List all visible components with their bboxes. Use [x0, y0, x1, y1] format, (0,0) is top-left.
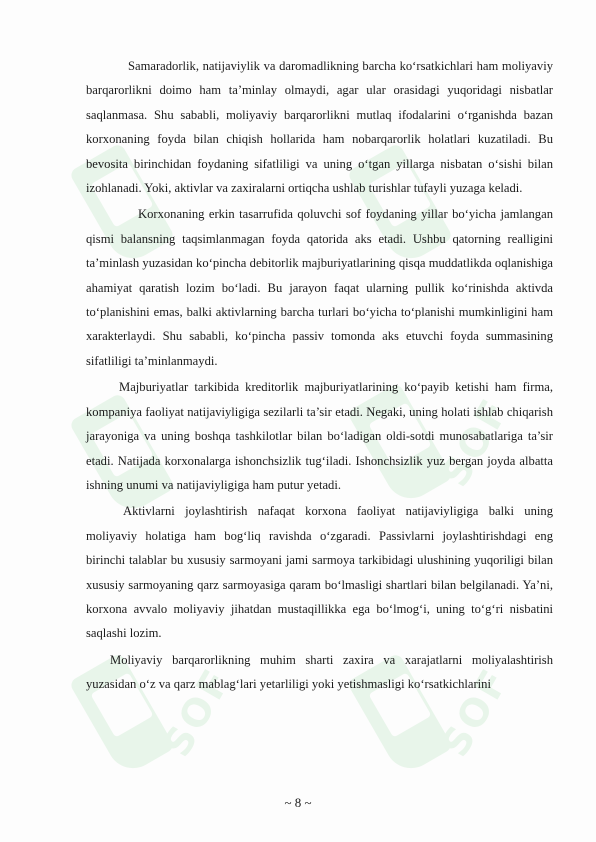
paragraph: Majburiyatlar tarkibida kreditorlik majburiyatlarining ko‘payib ketishi ham firma, kompaniya faoliyat natijaviyligiga sezilarli ta’sir etadi. Negaki, uning holati ishlab chiqarish jarayoniga va uning boshqa tashkilotlar bilan bo‘ladigan oldi-sotdi munosabatlariga ta’sir etadi. Natijada korxonalarga ishonchsizlik tug‘iladi. Ishonchsizlik yuz bergan joyda albatta ishning unumi va natijaviyligiga ham putur yetadi. — [86, 380, 553, 492]
paragraph: Aktivlarni joylashtirish nafaqat korxona faoliyat natijaviyligiga balki uning moliyaviy holatiga ham bog‘liq ravishda o‘zgaradi. Passivlarni joylashtirishdagi eng birinchi talablar bu xususiy sarmoyani jami sarmoya tarkibidagi ulushining yuqoriligi bilan xususiy sarmoyaning qarz sarmoyasiga qaram bo‘lmasligi shartlari bilan belgilanadi. Ya’ni, korxona avvalo moliyaviy jihatdan mustaqillikka ega bo‘lmog‘i, uning to‘g‘ri nisbatini saqlashi lozim. — [86, 504, 553, 641]
watermark-logo: SOF — [370, 660, 510, 800]
watermark-logo: SOF — [370, 390, 510, 530]
paragraph: Korxonaning erkin tasarrufida qoluvchi sof foydaning yillar bo‘yicha jamlangan qismi balansning taqsimlanmagan foyda qatorida aks etadi. Ushbu qatorning realligini ta’minlash yuzasidan ko‘pincha debitorlik majburiyatlarining qisqa muddatlikda oqlanishiga ahamiyat qaratish lozim bo‘ladi. Bu jarayon faqat ularning pullik ko‘rinishda aktivda to‘planishini emas, balki aktivlarning barcha turlari bo‘yicha to‘planishi mumkinligini ham xarakterlaydi. Shu sababli, ko‘pincha passiv tomonda aks etuvchi foyda summasining sifatliligi ta’minlanmaydi. — [86, 207, 553, 368]
paragraph: Moliyaviy barqarorlikning muhim sharti zaxira va xarajatlarni moliyalashtirish yuzasidan o‘z va qarz mablag‘lari yetarliligi yoki yetishmasligi ko‘rsatkichlarini — [86, 652, 553, 692]
watermark-logo: SOF — [92, 660, 232, 800]
page-number: ~ 8 ~ — [284, 795, 312, 810]
body-text — [86, 54, 553, 697]
paragraph: Samaradorlik, natijaviylik va daromadlikning barcha ko‘rsatkichlari ham moliyaviy barqarorlikni doimo ham ta’minlay olmaydi, agar ular orasidagi yuqoridagi nisbatlar saqlanmasa. Shu sababli, moliyaviy barqarorlikni mutlaq ifodalarini o‘rganishda bazan korxonaning foyda bilan chiqish hollarida ham nobarqarorlik holatlari kuzatiladi. Bu bevosita birinchidan foydaning sifatliligi va uning o‘tgan yillarga nisbatan o‘sishi bilan izohlanadi. Yoki, aktivlar va zaxiralarni ortiqcha ushlab turishlar tufayli yuzaga keladi. — [86, 59, 553, 196]
